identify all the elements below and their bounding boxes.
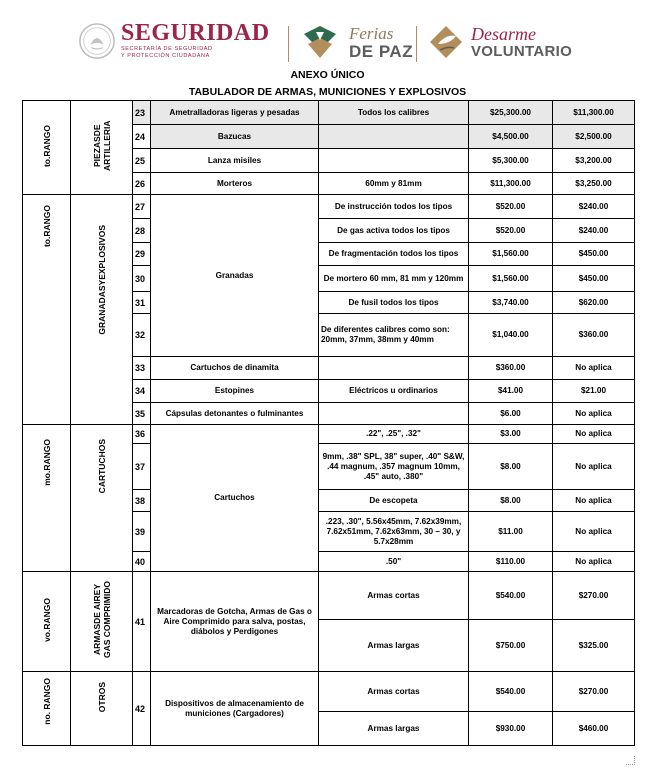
category-cell (71, 572, 133, 672)
price-2: $21.00 (553, 380, 635, 403)
item-description: Bazucas (151, 125, 319, 149)
row-number: 29 (133, 243, 151, 266)
row-number: 37 (133, 444, 151, 490)
brand-title: SEGURIDAD (121, 20, 270, 46)
item-spec: 9mm, .38" SPL, 38" super, .40" S&W, .44 magnum, .357 magnum 10mm, .45" auto, .380" (319, 444, 469, 490)
item-spec: 60mm y 81mm (319, 173, 469, 195)
price-1: $1,040.00 (469, 314, 553, 357)
rank-label: no. RANGO (41, 678, 52, 725)
price-2: No aplica (553, 552, 635, 572)
header-divider (288, 26, 289, 62)
price-1: $930.00 (469, 712, 553, 746)
brand-subtitle-2: Y PROTECCIÓN CIUDADANA (121, 53, 210, 59)
price-1: $11,300.00 (469, 173, 553, 195)
item-description: Marcadoras de Gotcha, Armas de Gas o Aire Comprimido para salva, postas, diábolos y Perdigones (151, 572, 319, 672)
category-label: OTROS (96, 682, 107, 713)
brand-subtitle-1: SECRETARÍA DE SEGURIDAD (121, 46, 213, 52)
rank-label: to.RANGO (41, 205, 52, 248)
ferias-logo-text-top: Ferias (349, 24, 394, 43)
table-row (23, 195, 635, 219)
row-number: 42 (133, 672, 151, 746)
row-number: 33 (133, 357, 151, 380)
item-spec: De escopeta (319, 490, 469, 512)
item-spec: .223, .30", 5.56x45mm, 7.62x39mm, 7.62x51mm, 7.62x63mm, 30 – 30, y 5.7x28mm (319, 512, 469, 552)
item-spec: De instrucción todos los tipos (319, 195, 469, 219)
item-spec: .50" (319, 552, 469, 572)
price-1: $520.00 (469, 219, 553, 243)
item-spec: De fusil todos los tipos (319, 292, 469, 314)
item-description: Cartuchos de dinamita (151, 357, 319, 380)
price-1: $8.00 (469, 444, 553, 490)
price-2: $460.00 (553, 712, 635, 746)
row-number: 25 (133, 149, 151, 173)
rank-label: vo.RANGO (41, 598, 52, 642)
price-1: $25,300.00 (469, 101, 553, 125)
price-2: $240.00 (553, 195, 635, 219)
item-spec: De fragmentación todos los tipos (319, 243, 469, 266)
price-2: $450.00 (553, 266, 635, 292)
page-corner-mark (626, 756, 635, 765)
item-spec: Armas cortas (319, 572, 469, 620)
row-number: 26 (133, 173, 151, 195)
item-description: Cartuchos (151, 425, 319, 572)
row-number: 32 (133, 314, 151, 357)
price-1: $110.00 (469, 552, 553, 572)
desarme-logo-text-bottom: VOLUNTARIO (471, 43, 573, 60)
category-cell (71, 672, 133, 746)
item-spec: De diferentes calibres como son: 20mm, 37mm, 38mm y 40mm (319, 314, 469, 357)
price-1: $6.00 (469, 403, 553, 425)
item-description: Dispositivos de almacenamiento de municiones (Cargadores) (151, 672, 319, 746)
price-2: $240.00 (553, 219, 635, 243)
price-1: $520.00 (469, 195, 553, 219)
row-number: 30 (133, 266, 151, 292)
price-1: $750.00 (469, 620, 553, 672)
rank-cell (23, 101, 71, 195)
price-1: $41.00 (469, 380, 553, 403)
price-2: $11,300.00 (553, 101, 635, 125)
row-number: 35 (133, 403, 151, 425)
page-header (0, 0, 655, 72)
brand-block (121, 20, 270, 60)
ferias-de-paz-logo-icon (300, 22, 340, 62)
item-description: Morteros (151, 173, 319, 195)
row-number: 36 (133, 425, 151, 444)
row-number: 40 (133, 552, 151, 572)
row-number: 41 (133, 572, 151, 672)
category-cell (71, 195, 133, 425)
national-seal-icon (78, 22, 116, 60)
price-2: No aplica (553, 425, 635, 444)
price-1: $3,740.00 (469, 292, 553, 314)
price-2: No aplica (553, 357, 635, 380)
price-2: $270.00 (553, 572, 635, 620)
category-cell (71, 425, 133, 572)
row-number: 38 (133, 490, 151, 512)
item-spec: De mortero 60 mm, 81 mm y 120mm (319, 266, 469, 292)
row-number: 34 (133, 380, 151, 403)
price-1: $8.00 (469, 490, 553, 512)
table-row (23, 672, 635, 712)
category-cell (71, 101, 133, 195)
price-1: $360.00 (469, 357, 553, 380)
price-2: $3,200.00 (553, 149, 635, 173)
item-description: Lanza misiles (151, 149, 319, 173)
price-2: $270.00 (553, 672, 635, 712)
table-row (23, 101, 635, 125)
item-description: Cápsulas detonantes o fulminantes (151, 403, 319, 425)
desarme-voluntario-logo-icon (426, 22, 466, 62)
rank-label: to.RANGO (41, 124, 52, 168)
row-number: 24 (133, 125, 151, 149)
item-spec (319, 149, 469, 173)
document-title: TABULADOR DE ARMAS, MUNICIONES Y EXPLOSIVOS (188, 86, 467, 98)
item-spec: Eléctricos u ordinarios (319, 380, 469, 403)
price-1: $1,560.00 (469, 243, 553, 266)
item-spec (319, 125, 469, 149)
item-spec (319, 403, 469, 425)
item-spec (319, 357, 469, 380)
item-description: Granadas (151, 195, 319, 357)
price-2: $2,500.00 (553, 125, 635, 149)
price-1: $4,500.00 (469, 125, 553, 149)
row-number: 39 (133, 512, 151, 552)
row-number: 23 (133, 101, 151, 125)
price-1: $11.00 (469, 512, 553, 552)
price-1: $1,560.00 (469, 266, 553, 292)
item-spec: Armas largas (319, 712, 469, 746)
category-label: PIEZASDE ARTILLERIA (91, 120, 112, 172)
item-spec: De gas activa todos los tipos (319, 219, 469, 243)
category-label: CARTUCHOS (96, 439, 107, 494)
item-spec: .22", .25", .32" (319, 425, 469, 444)
rank-cell (23, 195, 71, 425)
rank-cell (23, 425, 71, 572)
rank-cell (23, 572, 71, 672)
price-1: $5,300.00 (469, 149, 553, 173)
row-number: 28 (133, 219, 151, 243)
price-2: $620.00 (553, 292, 635, 314)
item-spec: Armas cortas (319, 672, 469, 712)
price-1: $3.00 (469, 425, 553, 444)
table-row (23, 425, 635, 444)
price-2: No aplica (553, 444, 635, 490)
item-description: Estopines (151, 380, 319, 403)
price-2: No aplica (553, 403, 635, 425)
item-description: Ametralladoras ligeras y pesadas (151, 101, 319, 125)
price-2: $360.00 (553, 314, 635, 357)
category-label: GRANADASYEXPLOSIVOS (96, 225, 107, 335)
table-row (23, 572, 635, 620)
price-2: No aplica (553, 512, 635, 552)
ferias-logo-text-bottom: DE PAZ (349, 42, 414, 61)
weapons-price-table (22, 100, 635, 746)
rank-cell (23, 672, 71, 746)
price-2: $450.00 (553, 243, 635, 266)
price-2: $3,250.00 (553, 173, 635, 195)
row-number: 27 (133, 195, 151, 219)
rank-label: mo.RANGO (41, 439, 52, 486)
category-label: ARMASDE AIREY GAS COMPRIMIDO (91, 581, 112, 659)
annex-heading: ANEXO ÚNICO (290, 69, 365, 81)
price-2: No aplica (553, 490, 635, 512)
desarme-logo-text-top: Desarme (471, 24, 536, 44)
header-divider (416, 26, 417, 62)
item-spec: Todos los calibres (319, 101, 469, 125)
price-1: $540.00 (469, 572, 553, 620)
row-number: 31 (133, 292, 151, 314)
item-spec: Armas largas (319, 620, 469, 672)
price-2: $325.00 (553, 620, 635, 672)
price-1: $540.00 (469, 672, 553, 712)
